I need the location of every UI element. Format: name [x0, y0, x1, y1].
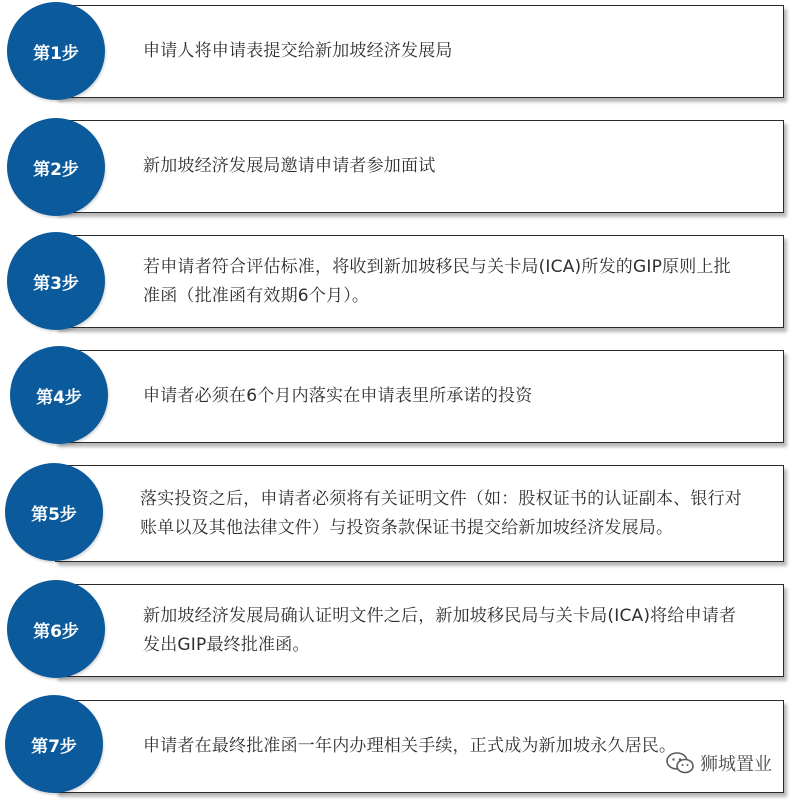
step-6-text: 新加坡经济发展局确认证明文件之后，新加坡移民局与关卡局(ICA)将给申请者发出GIP最终批准函。 — [143, 606, 737, 655]
step-1-text: 申请人将申请表提交给新加坡经济发展局 — [143, 41, 453, 62]
step-3-box — [55, 235, 784, 328]
step-4-box — [55, 350, 784, 443]
step-4-text: 申请者必须在6个月内落实在申请表里所承诺的投资 — [143, 386, 533, 407]
step-5-badge: 第5步 — [5, 463, 103, 561]
step-3-badge: 第3步 — [7, 232, 105, 330]
step-7-text: 申请者在最终批准函一年内办理相关手续，正式成为新加坡永久居民。 — [143, 736, 677, 757]
step-6-badge: 第6步 — [7, 580, 105, 678]
wechat-icon — [666, 752, 694, 774]
step-6-box — [55, 584, 784, 677]
step-7-badge: 第7步 — [5, 695, 103, 793]
watermark-text: 狮城置业 — [700, 754, 772, 775]
step-5-box — [55, 465, 784, 562]
step-7-box — [55, 700, 784, 793]
step-2-text: 新加坡经济发展局邀请申请者参加面试 — [143, 156, 436, 177]
step-3-text: 若申请者符合评估标准，将收到新加坡移民与关卡局(ICA)所发的GIP原则上批准函（批准函有效期6个月）。 — [143, 257, 731, 306]
step-2-badge: 第2步 — [7, 118, 105, 216]
step-4-badge: 第4步 — [10, 346, 108, 444]
watermark — [666, 750, 772, 776]
step-1-box — [55, 5, 784, 98]
step-2-box — [55, 120, 784, 213]
step-5-text: 落实投资之后，申请者必须将有关证明文件（如：股权证书的认证副本、银行对账单以及其他法律文件）与投资条款保证书提交给新加坡经济发展局。 — [140, 489, 742, 538]
step-1-badge: 第1步 — [7, 2, 105, 100]
